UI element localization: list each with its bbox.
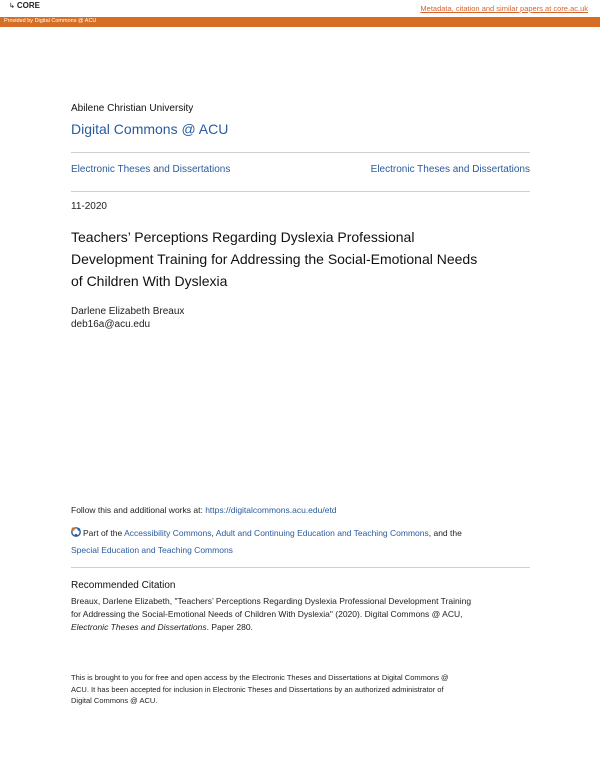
core-banner <box>0 0 600 17</box>
citation-paper-number: . Paper 280. <box>206 622 253 632</box>
provided-by-text: Provided by Digital Commons @ ACU <box>4 18 97 24</box>
notice-line: Digital Commons @ ACU. <box>71 696 158 705</box>
special-education-commons-link[interactable]: Special Education and Teaching Commons <box>71 545 233 555</box>
citation-text <box>71 595 536 634</box>
accessibility-commons-link[interactable]: Accessibility Commons <box>124 528 212 538</box>
etd-collection-link[interactable]: https://digitalcommons.acu.edu/etd <box>205 505 337 515</box>
access-notice <box>71 672 536 707</box>
provided-by-bar <box>0 17 600 27</box>
part-of-disciplines <box>71 525 536 559</box>
core-metadata-link[interactable]: Metadata, citation and similar papers at core.ac.uk <box>420 4 588 13</box>
author-email[interactable]: deb16a@acu.edu <box>71 319 151 330</box>
divider <box>71 152 530 153</box>
citation-line: for Addressing the Social-Emotional Needs of Children With Dyslexia" (2020). Digital Commons @ ACU, <box>71 609 463 619</box>
core-logo-text: CORE <box>16 1 40 10</box>
notice-line: This is brought to you for free and open access by the Electronic Theses and Dissertations at Digital Commons @ <box>71 673 449 682</box>
publication-date: 11-2020 <box>71 201 107 212</box>
author-name: Darlene Elizabeth Breaux <box>71 306 185 317</box>
core-logo[interactable] <box>9 1 40 10</box>
citation-line <box>71 621 536 634</box>
title-line: of Children With Dyslexia <box>71 273 228 289</box>
collection-link-left[interactable]: Electronic Theses and Dissertations <box>71 164 231 175</box>
recommended-citation-heading: Recommended Citation <box>71 580 176 591</box>
part-of-prefix: Part of the <box>83 528 125 538</box>
collection-link-right[interactable]: Electronic Theses and Dissertations <box>370 164 530 175</box>
network-icon <box>71 527 81 537</box>
university-name: Abilene Christian University <box>71 103 194 114</box>
document-title <box>71 226 536 292</box>
separator: , <box>211 528 216 538</box>
follow-line <box>71 505 337 515</box>
divider <box>71 191 530 192</box>
title-line: Teachers’ Perceptions Regarding Dyslexia Professional <box>71 229 415 245</box>
title-line: Development Training for Addressing the Social-Emotional Needs <box>71 251 478 267</box>
notice-line: ACU. It has been accepted for inclusion in Electronic Theses and Dissertations by an authorized administrator of <box>71 684 444 694</box>
adult-education-commons-link[interactable]: Adult and Continuing Education and Teaching Commons <box>215 528 429 538</box>
separator: , and the <box>428 528 462 538</box>
citation-line: Breaux, Darlene Elizabeth, "Teachers’ Perceptions Regarding Dyslexia Professional Development Training <box>71 596 472 606</box>
follow-text: Follow this and additional works at: <box>71 505 206 515</box>
divider <box>71 567 530 568</box>
citation-series: Electronic Theses and Dissertations <box>71 622 207 632</box>
core-logo-icon: ↳ <box>9 2 15 10</box>
repository-link[interactable]: Digital Commons @ ACU <box>71 121 229 137</box>
